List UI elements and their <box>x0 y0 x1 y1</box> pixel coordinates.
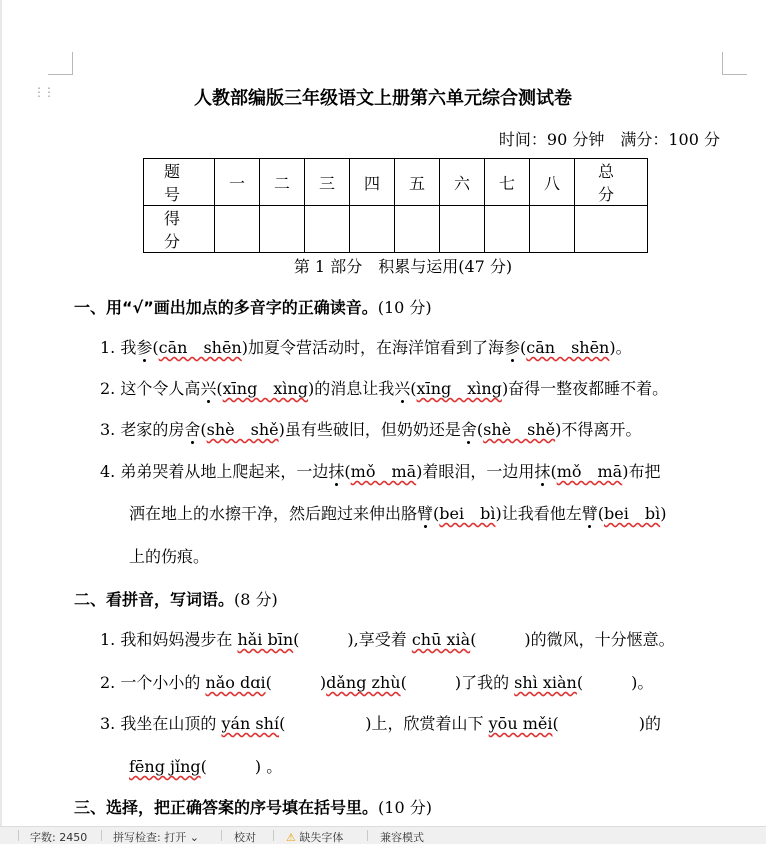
score-header-cell: 三 <box>305 159 350 206</box>
section-3-title: 三、选择，把正确答案的序号填在括号里。 <box>74 798 379 817</box>
pinyin-word: hǎi bīn <box>237 630 294 649</box>
pinyin-option[interactable]: mǒ mā <box>350 462 417 481</box>
score-table <box>143 158 651 253</box>
pinyin-word: shì xiàn <box>514 673 577 692</box>
section-3-heading <box>74 795 432 818</box>
answer-blank[interactable]: ( )了我的 <box>400 673 515 692</box>
status-separator <box>101 830 102 841</box>
status-separator <box>367 830 368 841</box>
pinyin-word: yán shí <box>221 714 280 733</box>
question-1-4-line-3: 上的伤痕。 <box>129 547 210 566</box>
question-text: ( <box>200 420 207 439</box>
compat-mode-label[interactable]: 兼容模式 <box>380 831 424 844</box>
pinyin-word: yōu měi <box>488 714 553 733</box>
question-text: ( <box>550 462 557 481</box>
pinyin-option[interactable]: cān shēn <box>158 338 242 357</box>
pinyin-option[interactable]: bei bì <box>604 504 661 523</box>
status-bar <box>0 826 766 844</box>
answer-blank[interactable]: ( )的 <box>552 714 661 733</box>
question-number: 3. <box>100 714 116 733</box>
question-text: ( <box>152 338 159 357</box>
margin-corner-top-left <box>48 52 73 75</box>
question-text: 一个小小的 <box>120 673 206 692</box>
answer-blank[interactable]: ( )上，欣赏着山下 <box>279 714 489 733</box>
question-1-2 <box>100 376 668 399</box>
status-separator <box>221 830 222 841</box>
question-1-1 <box>100 335 632 358</box>
page-left-edge <box>0 0 2 826</box>
question-text: )不得离开。 <box>555 420 642 439</box>
question-2-3-line-2 <box>129 754 282 777</box>
question-2-2 <box>100 670 653 693</box>
answer-blank[interactable]: ( )。 <box>576 673 654 692</box>
pinyin-option[interactable]: xīng xìng <box>222 379 309 398</box>
answer-blank[interactable]: ( ),享受着 <box>293 630 412 649</box>
score-header-cell: 五 <box>395 159 440 206</box>
question-text: )布把 <box>622 462 661 481</box>
score-cell[interactable] <box>395 206 440 253</box>
question-1-4-line-1 <box>100 459 660 482</box>
score-header-cell: 六 <box>440 159 485 206</box>
question-text: 洒在地上的水擦干净，然后跑过来伸出胳 <box>129 504 418 523</box>
question-text: )让我看他左 <box>495 504 582 523</box>
question-number: 1. <box>100 338 116 357</box>
section-2-heading <box>74 587 278 610</box>
doc-title: 人教部编版三年级语文上册第六单元综合测试卷 <box>194 88 572 109</box>
pinyin-word: nǎo dɑi <box>205 673 266 692</box>
time-info: 时间：90 分钟 满分：100 分 <box>498 130 720 149</box>
answer-blank[interactable]: ( )的微风，十分惬意。 <box>470 630 675 649</box>
score-header-cell: 八 <box>530 159 575 206</box>
score-cell[interactable] <box>440 206 485 253</box>
part-heading: 第 1 部分 积累与运用(47 分) <box>293 257 513 276</box>
score-cell[interactable] <box>260 206 305 253</box>
question-text: ( <box>216 379 223 398</box>
score-header-cell: 二 <box>260 159 305 206</box>
score-cell[interactable] <box>575 206 648 253</box>
score-cell[interactable] <box>305 206 350 253</box>
pinyin-word: fēng jǐng <box>129 757 201 776</box>
dotted-char: 参 <box>136 338 153 357</box>
score-header-cell: 总 分 <box>575 159 648 206</box>
question-text: ( <box>520 338 527 357</box>
pinyin-word: dǎng zhù <box>326 673 401 692</box>
question-number: 3. <box>100 420 116 439</box>
score-header-cell: 四 <box>350 159 395 206</box>
question-text: )加夏令营活动时，在海洋馆看到了海 <box>241 338 504 357</box>
question-number: 2. <box>100 673 116 692</box>
answer-blank[interactable]: ( ) <box>265 673 327 692</box>
pinyin-option[interactable]: shè shě <box>206 420 279 439</box>
pinyin-option[interactable]: mǒ mā <box>556 462 623 481</box>
score-header-cell: 题 号 <box>144 159 215 206</box>
score-row-label: 得 分 <box>144 206 215 253</box>
question-number: 2. <box>100 379 116 398</box>
question-text: )的消息让我 <box>308 379 395 398</box>
chevron-down-icon: ⌄ <box>189 831 199 844</box>
question-2-1 <box>100 627 675 650</box>
question-text: )奋得一整夜都睡不着。 <box>501 379 669 398</box>
section-1-heading <box>74 295 432 318</box>
dotted-char: 抹 <box>328 462 345 481</box>
missing-font-label: 缺失字体 <box>299 831 344 844</box>
spell-check-label: 拼写检查: 打开 <box>113 831 187 844</box>
pinyin-option[interactable]: bei bì <box>439 504 496 523</box>
dotted-char: 臂 <box>417 504 434 523</box>
pinyin-option[interactable]: xīng xìng <box>416 379 502 398</box>
question-text: 弟弟哭着从地上爬起来，一边 <box>120 462 329 481</box>
question-text: ( <box>433 504 440 523</box>
question-text: 这个令人高 <box>120 379 201 398</box>
question-text: ( <box>410 379 417 398</box>
score-header-cell: 一 <box>215 159 260 206</box>
question-text: ( <box>597 504 604 523</box>
proofread-button[interactable]: 校对 <box>234 831 256 844</box>
score-cell[interactable] <box>485 206 530 253</box>
question-text: ) <box>660 504 667 523</box>
question-1-3 <box>100 417 641 440</box>
pinyin-word: chū xià <box>411 630 471 649</box>
section-1-title: 一、用“√”画出加点的多音字的正确读音。 <box>74 298 378 317</box>
score-table-score-row <box>144 206 648 253</box>
question-number: 4. <box>100 462 116 481</box>
section-1-points: (10 分) <box>377 298 432 317</box>
question-text: 我 <box>120 338 137 357</box>
question-1-4-line-2 <box>129 501 666 524</box>
dotted-char: 舍 <box>184 420 201 439</box>
question-text: )着眼泪，一边用 <box>416 462 535 481</box>
question-text: 我和妈妈漫步在 <box>120 630 238 649</box>
pinyin-option[interactable]: shè shě <box>483 420 556 439</box>
section-3-points: (10 分) <box>378 798 432 817</box>
question-text: ( <box>344 462 351 481</box>
score-header-cell: 七 <box>485 159 530 206</box>
score-cell[interactable] <box>350 206 395 253</box>
answer-blank[interactable]: ( ) 。 <box>200 757 283 776</box>
score-table-header-row <box>144 159 648 206</box>
warning-icon: ⚠ <box>286 831 296 844</box>
question-text: )。 <box>609 338 632 357</box>
section-2-points: (8 分) <box>234 590 278 609</box>
status-separator <box>273 830 274 841</box>
dotted-char: 抹 <box>534 462 551 481</box>
score-cell[interactable] <box>530 206 575 253</box>
dotted-char: 臂 <box>581 504 598 523</box>
dotted-char: 舍 <box>460 420 477 439</box>
dotted-char: 兴 <box>394 379 411 398</box>
dotted-char: 兴 <box>200 379 217 398</box>
question-text: 我坐在山顶的 <box>120 714 222 733</box>
question-2-3-line-1 <box>100 711 661 734</box>
pinyin-option[interactable]: cān shēn <box>526 338 610 357</box>
question-text: 老家的房 <box>120 420 185 439</box>
section-2-title: 二、看拼音，写词语。 <box>74 590 235 609</box>
status-separator <box>18 830 19 841</box>
word-count[interactable]: 字数: 2450 <box>30 831 88 844</box>
dotted-char: 参 <box>504 338 521 357</box>
question-text: ( <box>476 420 484 439</box>
question-text: )虽有些破旧，但奶奶还是 <box>278 420 461 439</box>
question-number: 1. <box>100 630 116 649</box>
drag-handle-icon[interactable]: ⋮⋮ <box>33 85 53 99</box>
margin-corner-top-right <box>722 52 747 75</box>
